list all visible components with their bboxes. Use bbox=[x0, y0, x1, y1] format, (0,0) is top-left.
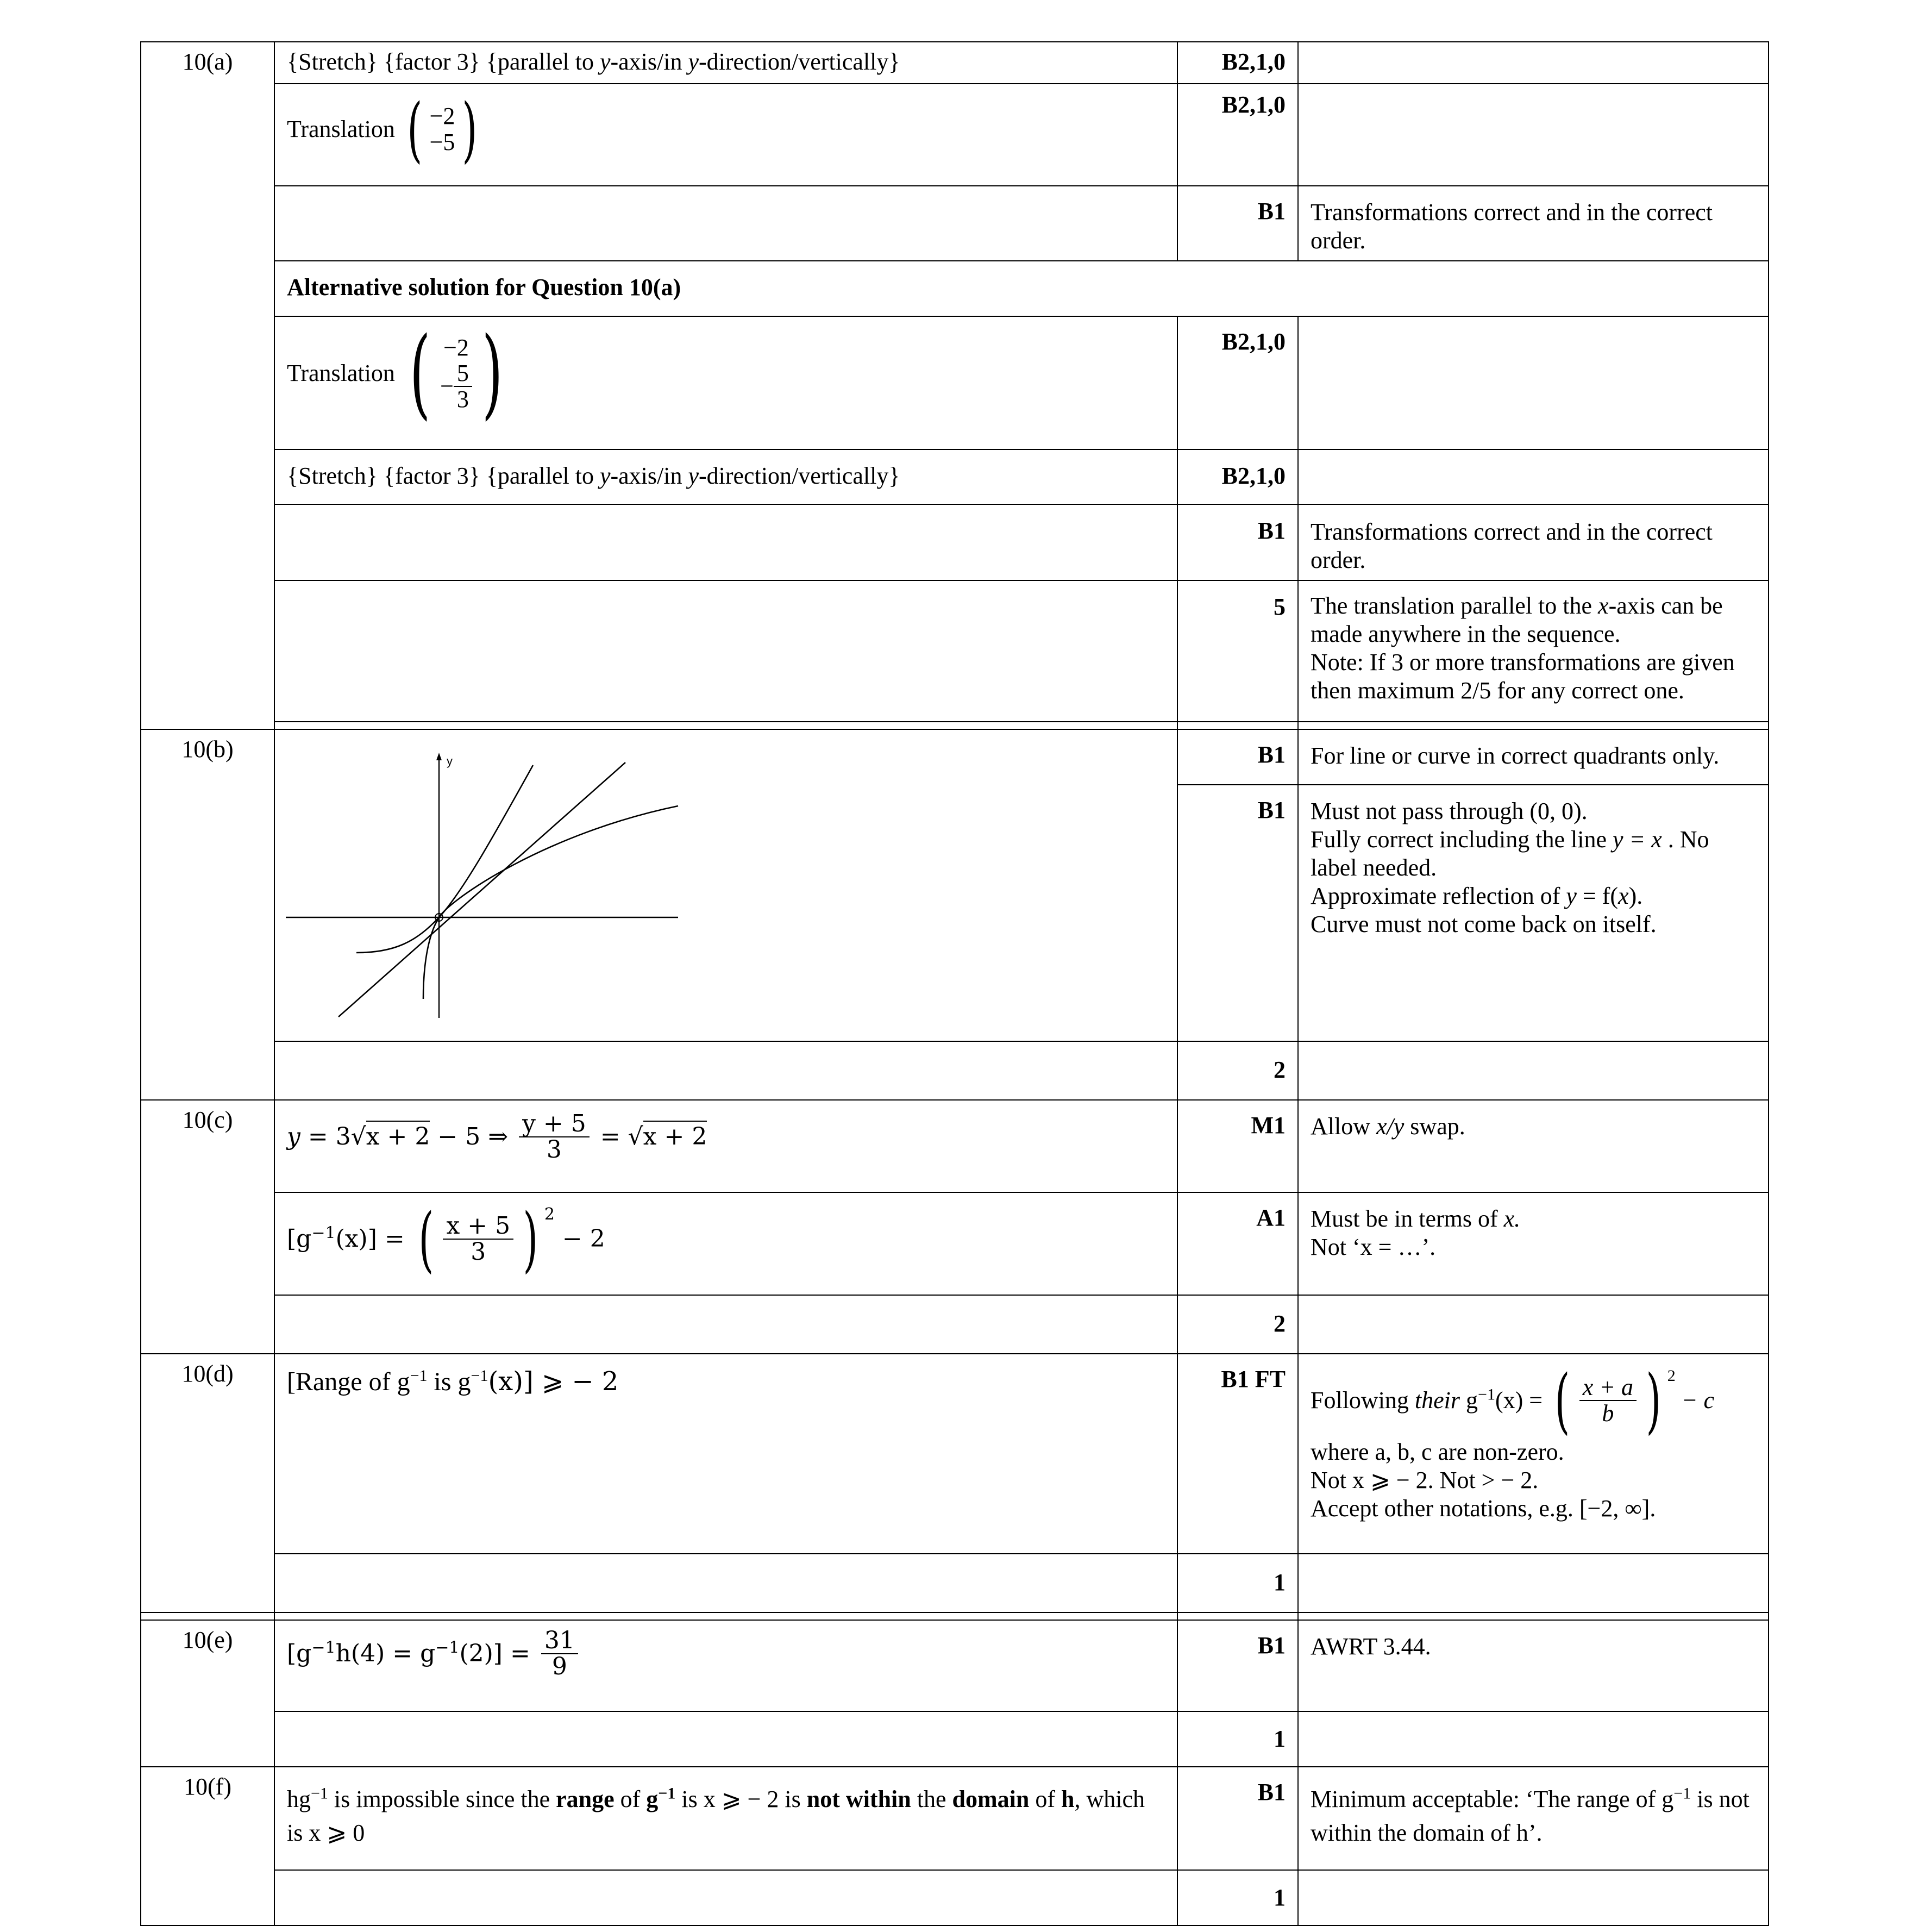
answer-translation bbox=[274, 84, 1177, 186]
text: not within bbox=[806, 1786, 911, 1812]
text: − bbox=[440, 373, 454, 399]
numerator: 31 bbox=[541, 1628, 578, 1654]
row-10c-total bbox=[141, 1295, 1769, 1354]
left-paren-icon: ( bbox=[409, 316, 431, 430]
superscript: 2 bbox=[544, 1205, 555, 1224]
text: is impossible since the bbox=[328, 1786, 556, 1812]
fraction bbox=[454, 361, 472, 412]
fraction bbox=[443, 1214, 513, 1265]
mark-total: 1 bbox=[1177, 1554, 1298, 1612]
row-10a-alt-stretch bbox=[141, 449, 1769, 504]
row-10a-alt-b1 bbox=[141, 504, 1769, 580]
text: domain bbox=[952, 1786, 1030, 1812]
row-10f-total bbox=[141, 1870, 1769, 1925]
text: (2)] = bbox=[459, 1640, 538, 1667]
text: their bbox=[1414, 1387, 1460, 1414]
text: Not ‘x = …’. bbox=[1311, 1234, 1436, 1260]
superscript: 2 bbox=[1667, 1367, 1676, 1385]
text: range bbox=[556, 1786, 615, 1812]
guidance-text: Transformations correct and in the correct order. bbox=[1298, 504, 1769, 580]
guidance-empty bbox=[1298, 1711, 1769, 1767]
superscript: −1 bbox=[658, 1784, 676, 1803]
text: -axis can be made anywhere in the sequence. bbox=[1311, 592, 1723, 647]
text: The translation parallel to the bbox=[1311, 592, 1598, 619]
denominator: 9 bbox=[551, 1653, 567, 1680]
row-10d-b1 bbox=[141, 1354, 1769, 1554]
question-label-10f: 10(f) bbox=[141, 1767, 274, 1925]
answer-empty bbox=[274, 1295, 1177, 1354]
question-label-10a: 10(a) bbox=[141, 42, 274, 729]
text: -axis/in bbox=[610, 48, 688, 75]
text: x/y bbox=[1376, 1113, 1405, 1140]
right-paren-icon: ) bbox=[481, 316, 503, 430]
numerator: x + a bbox=[1579, 1375, 1637, 1401]
text: Translation bbox=[287, 360, 395, 386]
row-10c-m1 bbox=[141, 1100, 1769, 1192]
text: Must be in terms of bbox=[1311, 1205, 1504, 1232]
separator-cell bbox=[274, 1612, 1177, 1620]
answer-composite bbox=[274, 1620, 1177, 1711]
guidance-empty bbox=[1298, 1870, 1769, 1925]
curve-f-inverse bbox=[423, 806, 678, 999]
text: where a, b, c are non-zero. bbox=[1311, 1438, 1564, 1465]
row-10a-stretch bbox=[141, 42, 1769, 84]
text: (x)] = bbox=[335, 1225, 412, 1253]
guidance-empty bbox=[1298, 84, 1769, 186]
mark-total: 2 bbox=[1177, 1295, 1298, 1354]
guidance-text bbox=[1298, 1767, 1769, 1870]
denominator: b bbox=[1602, 1400, 1614, 1427]
y-axis-arrow-icon bbox=[436, 753, 442, 760]
text: Not x ⩾ − 2. Not > − 2. bbox=[1311, 1466, 1539, 1493]
text: = f( bbox=[1576, 883, 1619, 909]
guidance-text: Transformations correct and in the correct order. bbox=[1298, 186, 1769, 261]
answer-explanation bbox=[274, 1767, 1177, 1870]
denominator: 3 bbox=[546, 1136, 562, 1164]
text: y bbox=[688, 462, 699, 489]
text: h(4) = g bbox=[335, 1640, 436, 1667]
text: [g bbox=[287, 1225, 312, 1253]
mark-a1: A1 bbox=[1177, 1192, 1298, 1295]
superscript: −1 bbox=[311, 1784, 328, 1803]
row-10a-total bbox=[141, 580, 1769, 722]
answer-empty bbox=[274, 1041, 1177, 1100]
mark-b1-ft: B1 FT bbox=[1177, 1354, 1298, 1554]
separator-cell bbox=[1177, 1612, 1298, 1620]
row-10f-b1 bbox=[141, 1767, 1769, 1870]
superscript: −1 bbox=[1478, 1385, 1495, 1404]
text: = bbox=[592, 1123, 628, 1151]
text: y = 3√x + 2 − 5 ⇒ bbox=[287, 1121, 516, 1151]
right-paren-icon: ) bbox=[523, 1198, 538, 1280]
text: . No label needed. bbox=[1311, 826, 1709, 881]
fraction bbox=[519, 1111, 590, 1162]
guidance-empty bbox=[1298, 1554, 1769, 1612]
text: h bbox=[1061, 1786, 1075, 1812]
text: g bbox=[646, 1786, 659, 1812]
text bbox=[1311, 1387, 1548, 1414]
guidance-empty bbox=[1298, 1295, 1769, 1354]
row-10b-total bbox=[141, 1041, 1769, 1100]
fraction bbox=[1579, 1375, 1637, 1426]
row-10e-b1 bbox=[141, 1620, 1769, 1711]
text: hg bbox=[287, 1786, 311, 1812]
mark-scheme-table bbox=[140, 41, 1769, 1926]
answer-empty bbox=[274, 580, 1177, 722]
denominator: 3 bbox=[471, 1238, 486, 1266]
guidance-empty bbox=[1298, 316, 1769, 449]
guidance-text bbox=[1298, 1354, 1769, 1554]
mark-b1: B1 bbox=[1177, 785, 1298, 1041]
guidance-text bbox=[1298, 1192, 1769, 1295]
text: -direction/vertically} bbox=[699, 48, 900, 75]
answer-stretch bbox=[274, 42, 1177, 84]
vector-bottom: −5 bbox=[429, 129, 455, 155]
text: Following bbox=[1311, 1387, 1415, 1414]
text: Minimum acceptable: ‘The range of g bbox=[1311, 1786, 1674, 1812]
mark-b1: B1 bbox=[1177, 1620, 1298, 1711]
question-label-10d: 10(d) bbox=[141, 1354, 274, 1612]
question-label-10e: 10(e) bbox=[141, 1620, 274, 1767]
inverse-function-graph bbox=[286, 741, 688, 1023]
text: (x)] ⩾ − 2 bbox=[488, 1366, 619, 1397]
guidance-text: AWRT 3.44. bbox=[1298, 1620, 1769, 1711]
text: x bbox=[1618, 883, 1629, 909]
text: Translation bbox=[287, 116, 395, 142]
answer-alt-stretch bbox=[274, 449, 1177, 504]
text: {Stretch} {factor 3} {parallel to bbox=[287, 462, 600, 489]
text: is x ⩾ − 2 is bbox=[675, 1786, 807, 1812]
text: x + 2 bbox=[643, 1121, 707, 1151]
row-10a-alt-heading bbox=[141, 261, 1769, 316]
answer-empty bbox=[274, 1554, 1177, 1612]
text: swap. bbox=[1404, 1113, 1465, 1140]
text: ). bbox=[1628, 883, 1643, 909]
answer-rearrange bbox=[274, 1100, 1177, 1192]
section-separator bbox=[141, 1612, 1769, 1620]
text: Curve must not come back on itself. bbox=[1311, 911, 1657, 937]
answer-empty bbox=[274, 1870, 1177, 1925]
separator-cell bbox=[1298, 722, 1769, 729]
superscript: −1 bbox=[311, 1223, 336, 1243]
mark-total: 1 bbox=[1177, 1711, 1298, 1767]
text: x bbox=[1598, 592, 1609, 619]
numerator: x + 5 bbox=[443, 1214, 513, 1240]
fraction bbox=[541, 1628, 578, 1679]
right-paren-icon: ) bbox=[462, 88, 478, 171]
mark-b2: B2,1,0 bbox=[1177, 84, 1298, 186]
guidance-text bbox=[1298, 785, 1769, 1041]
numerator: 5 bbox=[454, 361, 472, 387]
superscript: −1 bbox=[311, 1638, 336, 1658]
text: y bbox=[599, 462, 611, 489]
text: y bbox=[599, 48, 611, 75]
mark-b1: B1 bbox=[1177, 504, 1298, 580]
mark-b2: B2,1,0 bbox=[1177, 42, 1298, 84]
separator-cell bbox=[1298, 1612, 1769, 1620]
text: y = x bbox=[1612, 826, 1662, 853]
mark-total: 2 bbox=[1177, 1041, 1298, 1100]
row-10b-graph bbox=[141, 729, 1769, 785]
text: x. bbox=[1503, 1205, 1521, 1232]
separator-cell bbox=[141, 1612, 274, 1620]
text: Must not pass through (0, 0). bbox=[1311, 798, 1588, 824]
answer-inverse bbox=[274, 1192, 1177, 1295]
vector-top: −2 bbox=[429, 103, 455, 129]
text: Approximate reflection of bbox=[1311, 883, 1566, 909]
mark-b2: B2,1,0 bbox=[1177, 316, 1298, 449]
text: y bbox=[1566, 883, 1577, 909]
superscript: −1 bbox=[1673, 1784, 1691, 1803]
left-paren-icon: ( bbox=[1554, 1359, 1570, 1442]
row-10c-a1 bbox=[141, 1192, 1769, 1295]
guidance-text: For line or curve in correct quadrants only. bbox=[1298, 729, 1769, 785]
text bbox=[287, 1225, 412, 1253]
left-paren-icon: ( bbox=[418, 1198, 434, 1280]
text: − 5 ⇒ bbox=[430, 1123, 516, 1151]
text: , which is x ⩾ 0 bbox=[287, 1786, 1145, 1846]
separator-cell bbox=[1177, 722, 1298, 729]
text: − c bbox=[1675, 1387, 1714, 1414]
guidance-empty bbox=[1298, 42, 1769, 84]
alternative-heading: Alternative solution for Question 10(a) bbox=[274, 261, 1769, 316]
question-label-10c: 10(c) bbox=[141, 1100, 274, 1354]
text: -axis/in bbox=[610, 462, 688, 489]
denominator: 3 bbox=[456, 386, 469, 412]
separator-cell bbox=[274, 722, 1177, 729]
text: y bbox=[688, 48, 699, 75]
column-vector bbox=[429, 103, 456, 155]
mark-m1: M1 bbox=[1177, 1100, 1298, 1192]
text: is g bbox=[427, 1367, 471, 1396]
question-label-10b: 10(b) bbox=[141, 729, 274, 1100]
answer-empty bbox=[274, 504, 1177, 580]
row-10a-b1 bbox=[141, 186, 1769, 261]
numerator: y + 5 bbox=[519, 1111, 590, 1137]
column-vector bbox=[439, 335, 473, 412]
section-separator bbox=[141, 722, 1769, 729]
curve-f bbox=[356, 765, 533, 953]
row-10e-total bbox=[141, 1711, 1769, 1767]
text: Allow bbox=[1311, 1113, 1376, 1140]
text: = √x + 2 bbox=[593, 1121, 707, 1151]
mark-total: 1 bbox=[1177, 1870, 1298, 1925]
answer-graph bbox=[274, 729, 1177, 1041]
text: of bbox=[1029, 1786, 1061, 1812]
left-paren-icon: ( bbox=[407, 88, 423, 171]
text: is not within the domain of h’. bbox=[1311, 1786, 1750, 1846]
mark-b1: B1 bbox=[1177, 1767, 1298, 1870]
guidance-text bbox=[1298, 580, 1769, 722]
guidance-empty bbox=[1298, 449, 1769, 504]
text: [g bbox=[287, 1640, 312, 1667]
mark-b2: B2,1,0 bbox=[1177, 449, 1298, 504]
text: the bbox=[911, 1786, 952, 1812]
guidance-text bbox=[1298, 1100, 1769, 1192]
mark-b1: B1 bbox=[1177, 186, 1298, 261]
row-10a-translation bbox=[141, 84, 1769, 186]
superscript: −1 bbox=[410, 1367, 428, 1385]
text: − 2 bbox=[554, 1225, 605, 1253]
text: g bbox=[1460, 1387, 1478, 1414]
answer-empty bbox=[274, 1711, 1177, 1767]
mark-total: 5 bbox=[1177, 580, 1298, 722]
text: -direction/vertically} bbox=[699, 462, 900, 489]
text: Accept other notations, e.g. [−2, ∞]. bbox=[1311, 1495, 1656, 1522]
right-paren-icon: ) bbox=[1646, 1359, 1662, 1442]
text: (x) = bbox=[1495, 1387, 1549, 1414]
superscript: −1 bbox=[471, 1367, 488, 1385]
line-y-equals-x bbox=[338, 762, 625, 1017]
answer-range bbox=[274, 1354, 1177, 1554]
row-10d-total bbox=[141, 1554, 1769, 1612]
text: {Stretch} {factor 3} {parallel to bbox=[287, 48, 600, 75]
text: Note: If 3 or more transformations are given then maximum 2/5 for any correct one. bbox=[1311, 649, 1735, 704]
text: [Range of g bbox=[287, 1367, 410, 1396]
text: of bbox=[614, 1786, 647, 1812]
answer-alt-translation bbox=[274, 316, 1177, 449]
vector-top: −2 bbox=[443, 334, 469, 361]
text: x + 2 bbox=[366, 1121, 430, 1151]
text: Fully correct including the line bbox=[1311, 826, 1613, 853]
guidance-empty bbox=[1298, 1041, 1769, 1100]
mark-b1: B1 bbox=[1177, 729, 1298, 785]
superscript: −1 bbox=[435, 1638, 460, 1658]
text bbox=[287, 1640, 538, 1667]
answer-empty bbox=[274, 186, 1177, 261]
row-10a-alt-translation bbox=[141, 316, 1769, 449]
y-axis-label: y bbox=[447, 754, 453, 768]
